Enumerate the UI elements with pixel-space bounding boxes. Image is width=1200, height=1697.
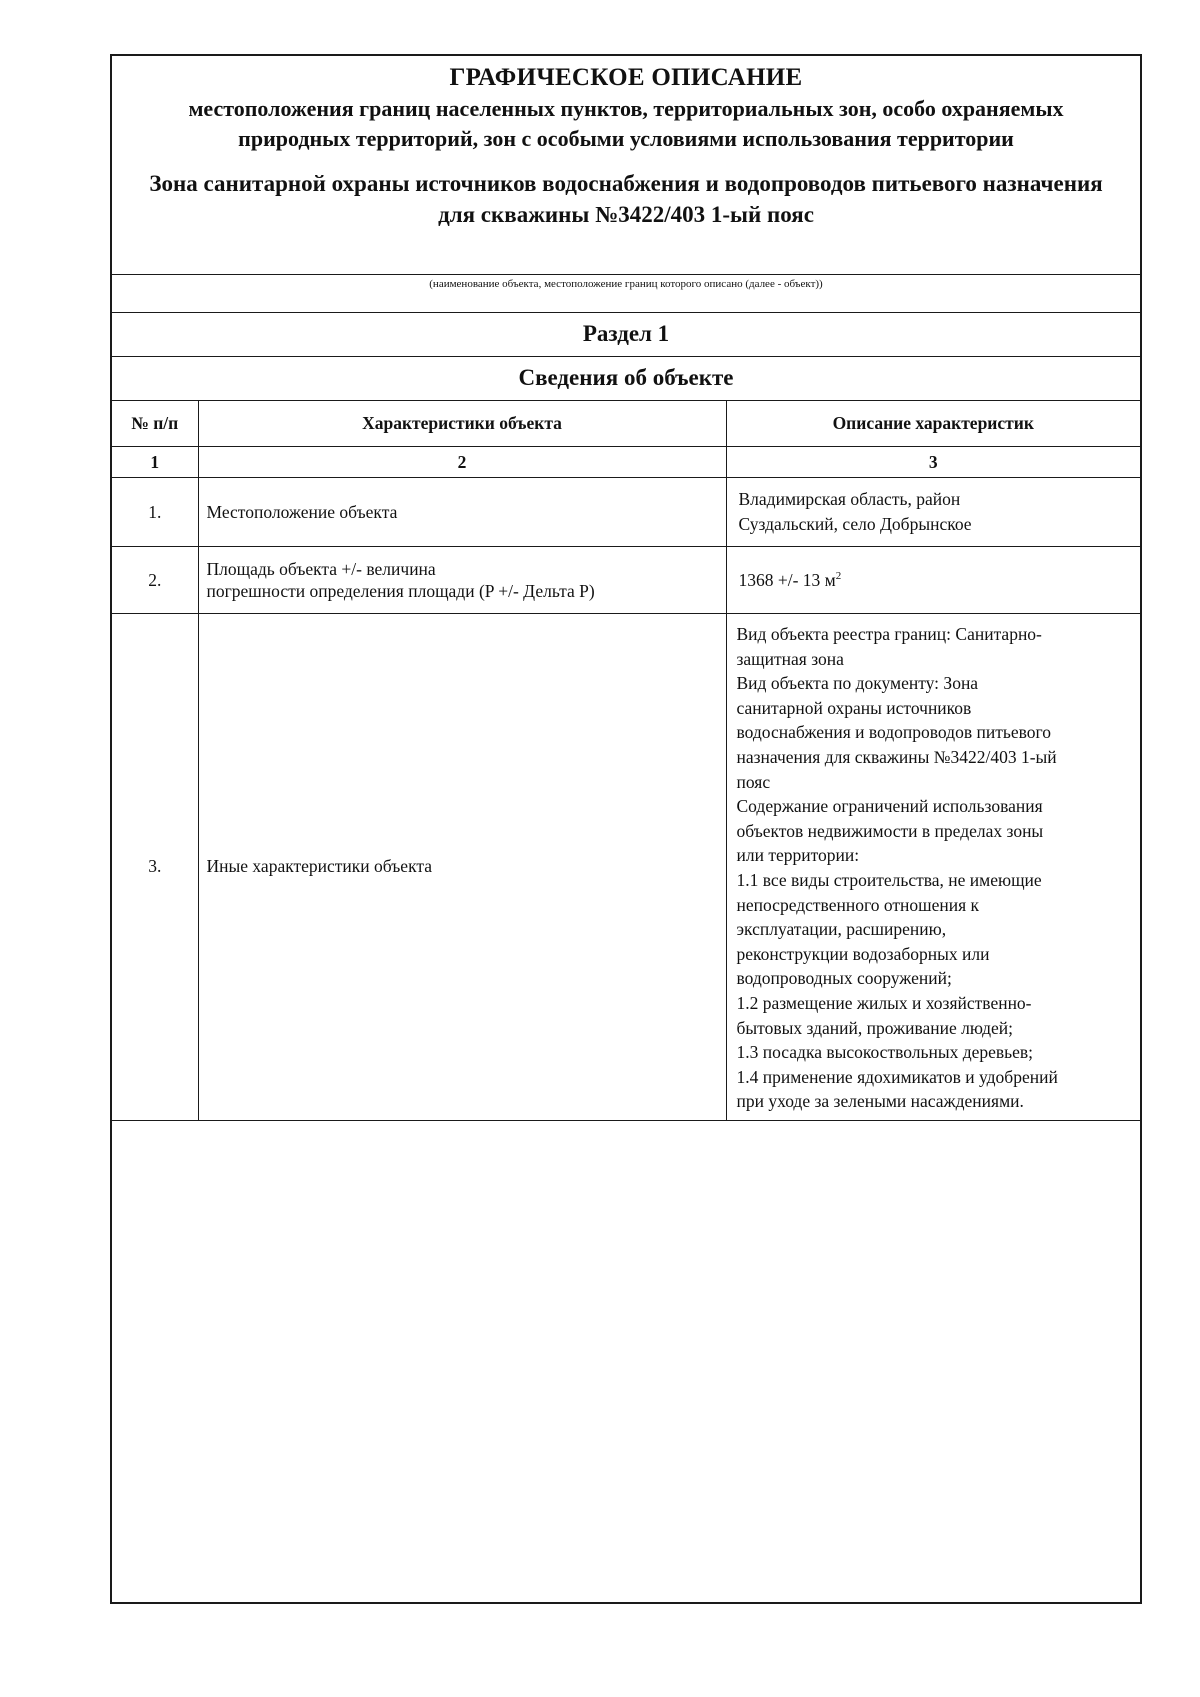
table-header-cell: Характеристики объекта [198,400,726,447]
description-line: 1.4 применение ядохимикатов и удобрений [736,1066,1058,1087]
document-title: ГРАФИЧЕСКОЕ ОПИСАНИЕ [449,64,803,91]
description-line: пояс [736,771,771,792]
description-line: защитная зона [736,648,844,669]
row-description [726,547,1140,614]
description-line: объектов недвижимости в пределах зоны [736,820,1044,841]
description-line: непосредственного отношения к [736,894,980,915]
description-line: реконструкции водозаборных или [736,943,990,964]
table-row [112,614,1140,1121]
object-name: Зона санитарной охраны источников водоснабжения и водопроводов питьевого назначения для скважины №3422/403 1-ый пояс [149,171,1103,227]
object-name-note [112,274,1140,313]
description-line: 1.3 посадка высокоствольных деревьев; [736,1042,1034,1063]
description-line: Вид объекта реестра границ: Санитарно- [736,624,1042,644]
area-unit-superscript: 2 [835,569,842,582]
description-line: или территории: [736,845,860,866]
table-header-cell: № п/п [112,400,198,447]
column-number-cell: 2 [198,447,726,478]
section-subtitle: Сведения об объекте [112,356,1140,401]
description-line: Суздальский, село Добрынское [738,514,972,534]
description-line: водопроводных сооружений; [736,968,952,989]
document-subtitle: местоположения границ населенных пунктов, территориальных зон, особо охраняемых природных территорий, зон с особыми условиями использования территории [188,96,1064,151]
description-line: Владимирская область, район [738,489,961,509]
description-line: при уходе за зелеными насаждениями. [736,1091,1024,1112]
row-description [726,614,1140,1121]
description-line: 1.1 все виды строительства, не имеющие [736,869,1042,890]
document-frame [110,54,1142,1604]
row-number: 3. [112,614,198,1121]
description-line: санитарной охраны источников [736,697,972,718]
table-row [112,547,1140,614]
row-characteristic: Иные характеристики объекта [198,614,726,1121]
section-title: Раздел 1 [112,312,1140,357]
row-number: 1. [112,478,198,547]
description-line: 1.2 размещение жилых и хозяйственно- [736,992,1032,1013]
row-characteristic: Местоположение объекта [198,478,726,547]
description-line: водоснабжения и водопроводов питьевого [736,722,1051,743]
table-header-row [112,400,1140,447]
characteristic-line: погрешности определения площади (P +/- Дельта P) [206,581,595,601]
area-value: 1368 +/- 13 м [738,569,836,590]
description-line: назначения для скважины №3422/403 1-ый [736,746,1057,767]
description-line: Вид объекта по документу: Зона [736,673,979,694]
object-name-note-text: (наименование объекта, местоположение границ которого описано (далее - объект)) [429,278,823,290]
document-header [112,56,1140,275]
column-number-row [112,447,1140,478]
description-line: эксплуатации, расширению, [736,919,947,940]
characteristic-line: Площадь объекта +/- величина [206,559,436,579]
row-description [726,478,1140,547]
description-line: Содержание ограничений использования [736,796,1043,817]
description-line: бытовых зданий, проживание людей; [736,1017,1013,1038]
row-characteristic [198,547,726,614]
table-row [112,478,1140,547]
column-number-cell: 3 [726,447,1140,478]
table-header-cell: Описание характеристик [726,400,1140,447]
object-info-table [112,400,1140,1121]
row-number: 2. [112,547,198,614]
column-number-cell: 1 [112,447,198,478]
